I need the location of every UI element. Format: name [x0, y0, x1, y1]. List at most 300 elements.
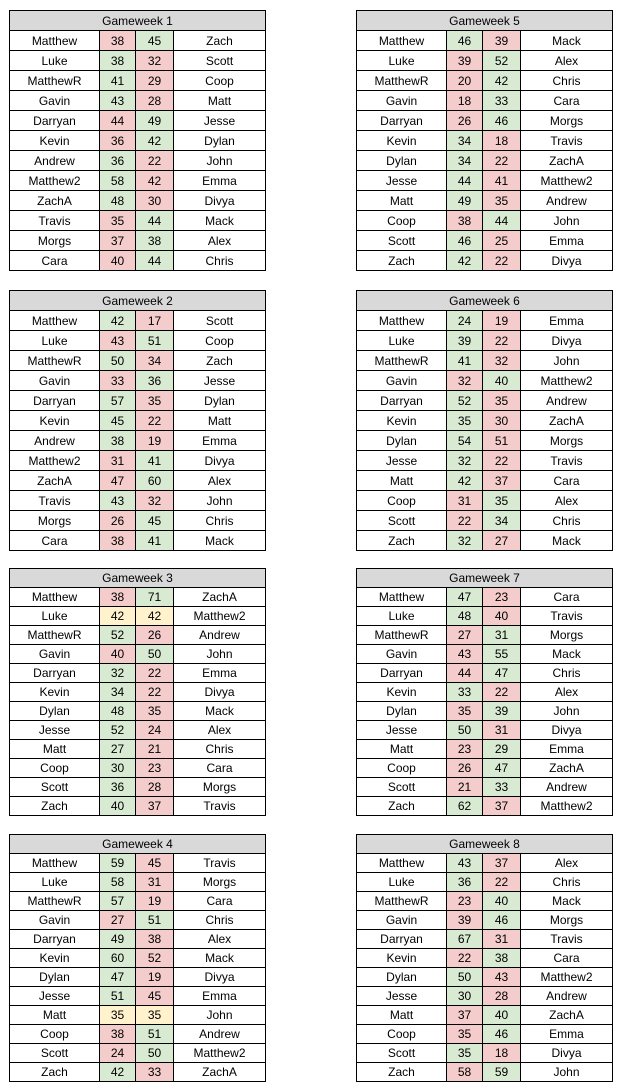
fixture-row — [357, 251, 613, 271]
fixture-row — [357, 371, 613, 391]
fixture-row — [10, 778, 266, 797]
home-player: Morgs — [10, 231, 100, 251]
home-player: Jesse — [10, 987, 100, 1006]
home-score: 49 — [100, 930, 136, 949]
away-player: Matt — [174, 91, 266, 111]
away-score: 22 — [483, 873, 521, 892]
fixture-row — [357, 231, 613, 251]
home-player: Dylan — [10, 968, 100, 987]
home-player: Darryan — [10, 391, 100, 411]
away-score: 71 — [136, 588, 174, 607]
home-player: ZachA — [10, 471, 100, 491]
home-player: Kevin — [10, 949, 100, 968]
home-player: Matthew — [10, 854, 100, 873]
home-score: 57 — [100, 892, 136, 911]
away-player: Matthew2 — [521, 797, 613, 816]
home-player: Luke — [357, 873, 447, 892]
away-score: 51 — [136, 911, 174, 930]
away-score: 44 — [136, 211, 174, 231]
away-player: Morgs — [521, 111, 613, 131]
away-score: 29 — [136, 71, 174, 91]
home-player: Coop — [10, 759, 100, 778]
away-score: 24 — [136, 721, 174, 740]
fixture-row — [10, 759, 266, 778]
away-score: 37 — [483, 854, 521, 873]
home-player: Jesse — [357, 171, 447, 191]
fixture-row — [357, 351, 613, 371]
home-score: 52 — [447, 391, 483, 411]
away-score: 35 — [483, 191, 521, 211]
away-score: 18 — [483, 1044, 521, 1063]
away-player: ZachA — [174, 1063, 266, 1082]
away-score: 27 — [483, 531, 521, 551]
home-score: 44 — [447, 664, 483, 683]
away-player: Travis — [174, 854, 266, 873]
home-player: Morgs — [10, 511, 100, 531]
home-score: 23 — [447, 740, 483, 759]
away-player: ZachA — [521, 759, 613, 778]
away-score: 23 — [483, 588, 521, 607]
home-player: Andrew — [10, 151, 100, 171]
away-score: 37 — [483, 471, 521, 491]
away-score: 22 — [136, 411, 174, 431]
fixture-row — [10, 411, 266, 431]
home-score: 34 — [100, 683, 136, 702]
away-score: 44 — [483, 211, 521, 231]
away-score: 22 — [483, 683, 521, 702]
home-player: MatthewR — [10, 351, 100, 371]
away-player: Mack — [521, 645, 613, 664]
fixture-row — [357, 311, 613, 331]
away-player: Andrew — [521, 778, 613, 797]
home-player: Matthew — [10, 311, 100, 331]
away-score: 17 — [136, 311, 174, 331]
away-player: Andrew — [521, 191, 613, 211]
home-score: 67 — [447, 930, 483, 949]
home-score: 36 — [100, 778, 136, 797]
home-score: 54 — [447, 431, 483, 451]
fixture-row — [10, 51, 266, 71]
home-player: Coop — [10, 1025, 100, 1044]
home-score: 43 — [100, 331, 136, 351]
fixture-row — [357, 511, 613, 531]
fixture-row — [10, 531, 266, 551]
home-player: Zach — [357, 251, 447, 271]
home-player: Kevin — [357, 411, 447, 431]
away-score: 35 — [136, 391, 174, 411]
away-player: Travis — [174, 797, 266, 816]
fixture-row — [10, 151, 266, 171]
away-score: 51 — [483, 431, 521, 451]
away-score: 52 — [136, 949, 174, 968]
gameweek-table — [356, 290, 613, 551]
fixture-row — [357, 626, 613, 645]
away-score: 22 — [483, 151, 521, 171]
home-score: 32 — [100, 664, 136, 683]
gameweek-table — [356, 568, 613, 816]
away-player: Alex — [174, 721, 266, 740]
home-score: 38 — [100, 51, 136, 71]
fixture-row — [10, 251, 266, 271]
away-score: 43 — [483, 968, 521, 987]
home-score: 49 — [447, 191, 483, 211]
away-score: 35 — [136, 702, 174, 721]
away-score: 35 — [483, 491, 521, 511]
home-score: 26 — [100, 511, 136, 531]
away-score: 39 — [483, 702, 521, 721]
fixture-row — [357, 171, 613, 191]
away-score: 41 — [136, 451, 174, 471]
fixture-row — [357, 131, 613, 151]
fixture-row — [357, 588, 613, 607]
away-player: Cara — [521, 91, 613, 111]
away-player: Emma — [521, 1025, 613, 1044]
away-player: Divya — [174, 683, 266, 702]
fixture-row — [10, 645, 266, 664]
home-score: 44 — [100, 111, 136, 131]
home-player: Matthew — [357, 588, 447, 607]
fixture-row — [10, 683, 266, 702]
fixture-row — [10, 892, 266, 911]
away-score: 39 — [483, 31, 521, 51]
home-player: Dylan — [357, 702, 447, 721]
home-score: 45 — [100, 411, 136, 431]
away-player: Chris — [521, 664, 613, 683]
away-score: 47 — [483, 664, 521, 683]
away-score: 51 — [136, 1025, 174, 1044]
home-score: 24 — [447, 311, 483, 331]
gameweek-title: Gameweek 1 — [10, 11, 266, 31]
away-player: Emma — [521, 311, 613, 331]
home-score: 38 — [100, 531, 136, 551]
home-score: 44 — [447, 171, 483, 191]
home-player: Dylan — [357, 431, 447, 451]
away-score: 52 — [483, 51, 521, 71]
fixture-row — [357, 111, 613, 131]
home-player: Luke — [357, 607, 447, 626]
home-player: Travis — [10, 211, 100, 231]
away-score: 41 — [483, 171, 521, 191]
away-player: Alex — [521, 683, 613, 702]
gameweek-title: Gameweek 6 — [357, 291, 613, 311]
away-score: 51 — [136, 331, 174, 351]
away-score: 23 — [136, 759, 174, 778]
home-score: 40 — [100, 797, 136, 816]
home-score: 34 — [447, 151, 483, 171]
home-player: Jesse — [357, 721, 447, 740]
fixture-row — [10, 740, 266, 759]
fixture-row — [10, 1006, 266, 1025]
home-player: Matthew — [357, 311, 447, 331]
home-score: 59 — [100, 854, 136, 873]
away-score: 36 — [136, 371, 174, 391]
home-score: 42 — [100, 1063, 136, 1082]
home-score: 18 — [447, 91, 483, 111]
gameweek-title: Gameweek 8 — [357, 835, 613, 854]
home-score: 30 — [447, 987, 483, 1006]
away-player: Matthew2 — [521, 371, 613, 391]
fixture-row — [10, 930, 266, 949]
away-score: 32 — [483, 351, 521, 371]
home-score: 35 — [447, 702, 483, 721]
away-player: John — [174, 491, 266, 511]
fixture-row — [357, 854, 613, 873]
home-player: Luke — [10, 51, 100, 71]
fixture-row — [10, 1025, 266, 1044]
home-score: 58 — [447, 1063, 483, 1082]
away-score: 38 — [483, 949, 521, 968]
home-player: Darryan — [357, 391, 447, 411]
home-score: 52 — [100, 721, 136, 740]
fixture-row — [10, 588, 266, 607]
fixture-row — [357, 930, 613, 949]
away-score: 38 — [136, 930, 174, 949]
away-score: 30 — [483, 411, 521, 431]
home-player: Darryan — [357, 111, 447, 131]
away-score: 37 — [136, 797, 174, 816]
home-player: Cara — [10, 251, 100, 271]
fixture-row — [10, 987, 266, 1006]
away-player: Dylan — [174, 131, 266, 151]
away-score: 45 — [136, 854, 174, 873]
fixture-row — [357, 664, 613, 683]
fixture-row — [10, 607, 266, 626]
fixture-row — [10, 391, 266, 411]
away-score: 33 — [483, 91, 521, 111]
away-player: Travis — [521, 451, 613, 471]
fixture-row — [10, 71, 266, 91]
away-player: Emma — [521, 740, 613, 759]
home-score: 35 — [100, 1006, 136, 1025]
home-score: 47 — [100, 968, 136, 987]
away-score: 22 — [136, 151, 174, 171]
away-score: 40 — [483, 607, 521, 626]
away-player: Andrew — [521, 987, 613, 1006]
home-player: Zach — [357, 797, 447, 816]
home-score: 38 — [100, 588, 136, 607]
away-score: 28 — [136, 778, 174, 797]
gameweek-table — [9, 290, 266, 551]
home-score: 35 — [447, 1025, 483, 1044]
home-score: 31 — [100, 451, 136, 471]
away-player: ZachA — [521, 1006, 613, 1025]
away-score: 34 — [483, 511, 521, 531]
away-score: 31 — [483, 930, 521, 949]
home-score: 58 — [100, 873, 136, 892]
home-player: Luke — [10, 607, 100, 626]
home-score: 32 — [447, 371, 483, 391]
away-score: 47 — [483, 759, 521, 778]
home-player: MatthewR — [357, 351, 447, 371]
away-score: 34 — [136, 351, 174, 371]
away-player: Mack — [521, 31, 613, 51]
home-score: 62 — [447, 797, 483, 816]
home-score: 38 — [100, 31, 136, 51]
away-player: Scott — [174, 51, 266, 71]
away-player: Divya — [174, 968, 266, 987]
fixture-row — [10, 171, 266, 191]
home-score: 42 — [100, 311, 136, 331]
away-player: Andrew — [174, 626, 266, 645]
home-score: 40 — [100, 645, 136, 664]
fixture-row — [357, 191, 613, 211]
away-score: 37 — [483, 797, 521, 816]
fixture-row — [357, 645, 613, 664]
fixture-row — [357, 1006, 613, 1025]
home-player: Luke — [357, 51, 447, 71]
fixture-row — [357, 331, 613, 351]
away-player: Alex — [521, 51, 613, 71]
home-player: Matthew — [357, 31, 447, 51]
away-score: 50 — [136, 1044, 174, 1063]
home-player: Luke — [357, 331, 447, 351]
home-score: 39 — [447, 51, 483, 71]
home-score: 21 — [447, 778, 483, 797]
home-player: Darryan — [10, 664, 100, 683]
away-score: 45 — [136, 31, 174, 51]
home-player: Luke — [10, 873, 100, 892]
home-score: 22 — [447, 949, 483, 968]
home-score: 35 — [100, 211, 136, 231]
home-score: 32 — [447, 531, 483, 551]
home-score: 50 — [100, 351, 136, 371]
home-score: 23 — [447, 892, 483, 911]
away-player: Alex — [521, 491, 613, 511]
home-score: 26 — [447, 111, 483, 131]
away-player: Divya — [521, 331, 613, 351]
home-player: Kevin — [10, 683, 100, 702]
away-score: 42 — [136, 171, 174, 191]
away-score: 45 — [136, 987, 174, 1006]
away-player: Alex — [521, 854, 613, 873]
fixture-row — [10, 854, 266, 873]
fixture-row — [10, 331, 266, 351]
fixture-row — [357, 411, 613, 431]
home-score: 38 — [100, 1025, 136, 1044]
away-player: John — [521, 702, 613, 721]
home-player: Gavin — [10, 645, 100, 664]
away-player: Matthew2 — [521, 171, 613, 191]
away-player: John — [174, 1006, 266, 1025]
fixture-row — [10, 231, 266, 251]
fixture-row — [357, 778, 613, 797]
away-player: Divya — [521, 1044, 613, 1063]
fixture-row — [357, 759, 613, 778]
fixture-row — [10, 311, 266, 331]
away-player: Mack — [174, 531, 266, 551]
home-player: Kevin — [357, 683, 447, 702]
away-score: 28 — [136, 91, 174, 111]
home-player: Gavin — [357, 91, 447, 111]
home-score: 33 — [100, 371, 136, 391]
away-score: 32 — [136, 51, 174, 71]
fixture-row — [10, 1063, 266, 1082]
home-score: 47 — [100, 471, 136, 491]
away-player: Emma — [174, 987, 266, 1006]
home-score: 50 — [447, 721, 483, 740]
away-score: 42 — [136, 607, 174, 626]
away-player: Matthew2 — [521, 968, 613, 987]
away-score: 19 — [136, 431, 174, 451]
gameweek-title: Gameweek 4 — [10, 835, 266, 854]
fixture-row — [10, 431, 266, 451]
fixture-row — [357, 1063, 613, 1082]
home-player: Luke — [10, 331, 100, 351]
away-player: John — [174, 151, 266, 171]
fixture-row — [10, 451, 266, 471]
away-score: 19 — [483, 311, 521, 331]
away-player: Andrew — [521, 391, 613, 411]
away-score: 22 — [483, 331, 521, 351]
home-player: Matthew2 — [10, 171, 100, 191]
away-score: 50 — [136, 645, 174, 664]
home-player: Coop — [357, 1025, 447, 1044]
home-player: MatthewR — [10, 71, 100, 91]
away-player: Mack — [521, 892, 613, 911]
home-player: Matt — [357, 740, 447, 759]
away-score: 22 — [483, 251, 521, 271]
fixture-row — [357, 873, 613, 892]
away-player: Jesse — [174, 111, 266, 131]
gameweek-table — [356, 10, 613, 271]
away-score: 31 — [483, 626, 521, 645]
home-score: 27 — [447, 626, 483, 645]
home-player: Coop — [357, 211, 447, 231]
home-player: Matt — [357, 1006, 447, 1025]
away-score: 59 — [483, 1063, 521, 1082]
away-player: Mack — [174, 211, 266, 231]
away-player: John — [521, 1063, 613, 1082]
home-player: Matthew — [10, 588, 100, 607]
away-player: Matthew2 — [174, 607, 266, 626]
home-player: MatthewR — [10, 626, 100, 645]
away-score: 18 — [483, 131, 521, 151]
away-player: Mack — [174, 949, 266, 968]
home-score: 43 — [447, 854, 483, 873]
away-player: Jesse — [174, 371, 266, 391]
away-player: Chris — [521, 71, 613, 91]
away-player: Emma — [174, 664, 266, 683]
away-score: 55 — [483, 645, 521, 664]
fixture-row — [10, 721, 266, 740]
away-score: 45 — [136, 511, 174, 531]
home-score: 42 — [447, 471, 483, 491]
home-player: Scott — [10, 778, 100, 797]
away-player: Morgs — [521, 911, 613, 930]
away-player: Chris — [174, 511, 266, 531]
home-player: Scott — [10, 1044, 100, 1063]
away-player: John — [521, 351, 613, 371]
away-player: Morgs — [174, 778, 266, 797]
away-player: Chris — [521, 511, 613, 531]
home-player: Scott — [357, 231, 447, 251]
away-player: Chris — [521, 873, 613, 892]
away-player: ZachA — [521, 151, 613, 171]
away-score: 46 — [483, 911, 521, 930]
home-player: Zach — [10, 1063, 100, 1082]
home-score: 37 — [100, 231, 136, 251]
away-score: 46 — [483, 111, 521, 131]
away-score: 41 — [136, 531, 174, 551]
home-player: Darryan — [10, 111, 100, 131]
home-player: Zach — [357, 1063, 447, 1082]
gameweek-title: Gameweek 2 — [10, 291, 266, 311]
fixture-row — [357, 491, 613, 511]
away-player: Cara — [174, 892, 266, 911]
home-player: Scott — [357, 778, 447, 797]
away-player: Zach — [174, 31, 266, 51]
home-player: Dylan — [357, 968, 447, 987]
